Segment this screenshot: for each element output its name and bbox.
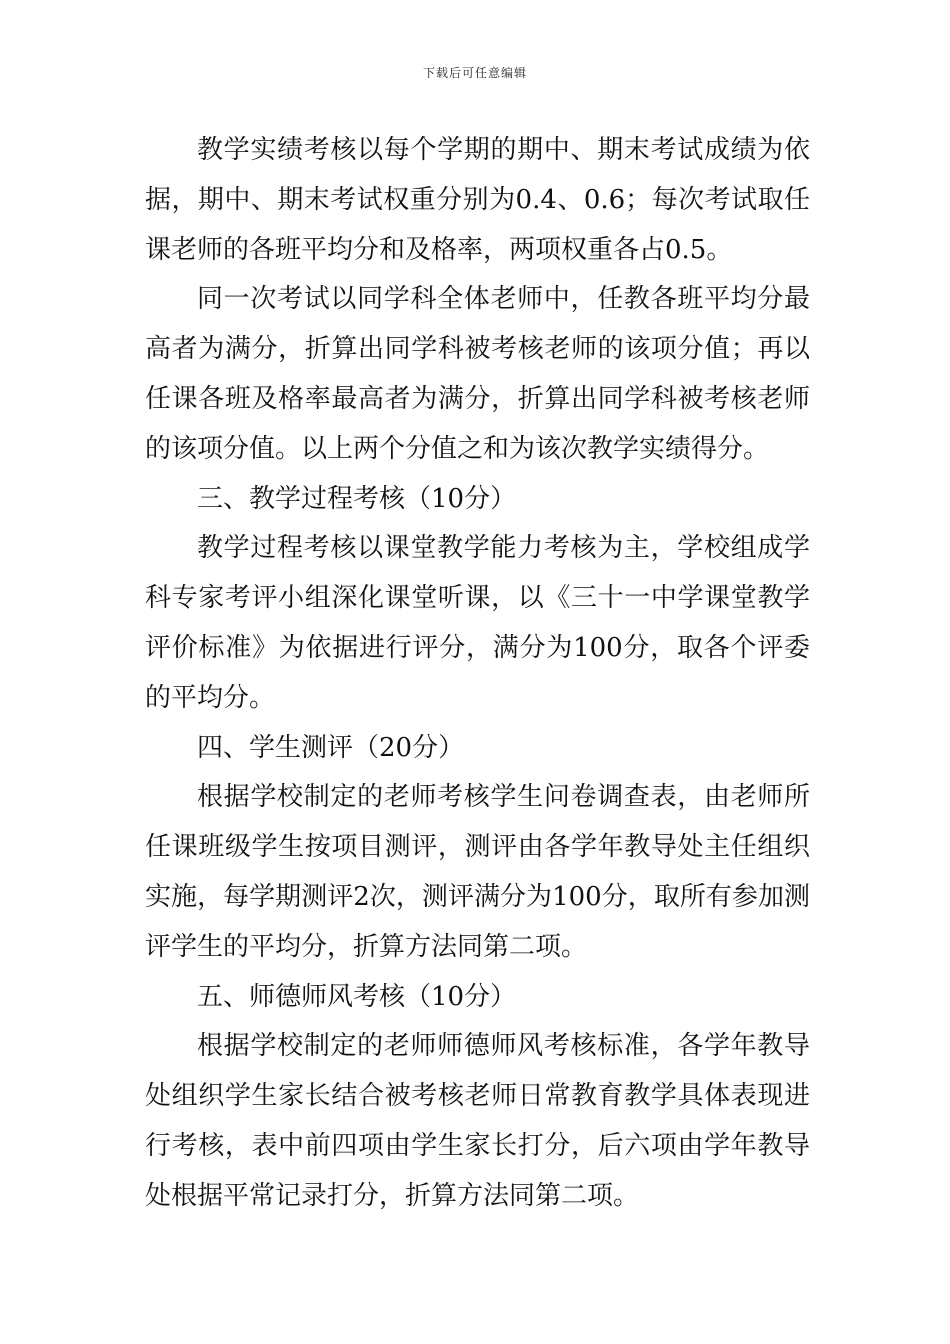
paragraph-ethics-assessment: 根据学校制定的老师师德师风考核标准，各学年教导处组织学生家长结合被考核老师日常教育教学具体表现进行考核，表中前四项由学生家长打分，后六项由学年教导处根据平常记录打分，折算方法同第二项。	[145, 1031, 810, 1211]
paragraph-process-assessment: 教学过程考核以课堂教学能力考核为主，学校组成学科专家考评小组深化课堂听课，以《三十一中学课堂教学评价标准》为依据进行评分，满分为100分，取各个评委的平均分。	[145, 533, 810, 713]
section-heading-process: 三、教学过程考核（10分）	[197, 483, 517, 514]
paragraph-exam-score: 教学实绩考核以每个学期的期中、期末考试成绩为依据，期中、期末考试权重分别为0.4、0.6；每次考试取任课老师的各班平均分和及格率，两项权重各占0.5。	[145, 135, 810, 265]
document-body	[145, 126, 810, 1222]
paragraph-student-evaluation: 根据学校制定的老师考核学生问卷调查表，由老师所任课班级学生按项目测评，测评由各学年教导处主任组织实施，每学期测评2次，测评满分为100分，取所有参加测评学生的平均分，折算方法同第二项。	[145, 782, 810, 962]
paragraph-score-calculation: 同一次考试以同学科全体老师中，任教各班平均分最高者为满分，折算出同学科被考核老师的该项分值；再以任课各班及格率最高者为满分，折算出同学科被考核老师的该项分值。以上两个分值之和为该次教学实绩得分。	[145, 284, 810, 464]
section-heading-ethics: 五、师德师风考核（10分）	[197, 981, 517, 1012]
page-header: 下载后可任意编辑	[422, 66, 527, 80]
section-heading-student-evaluation: 四、学生测评（20分）	[197, 732, 465, 763]
